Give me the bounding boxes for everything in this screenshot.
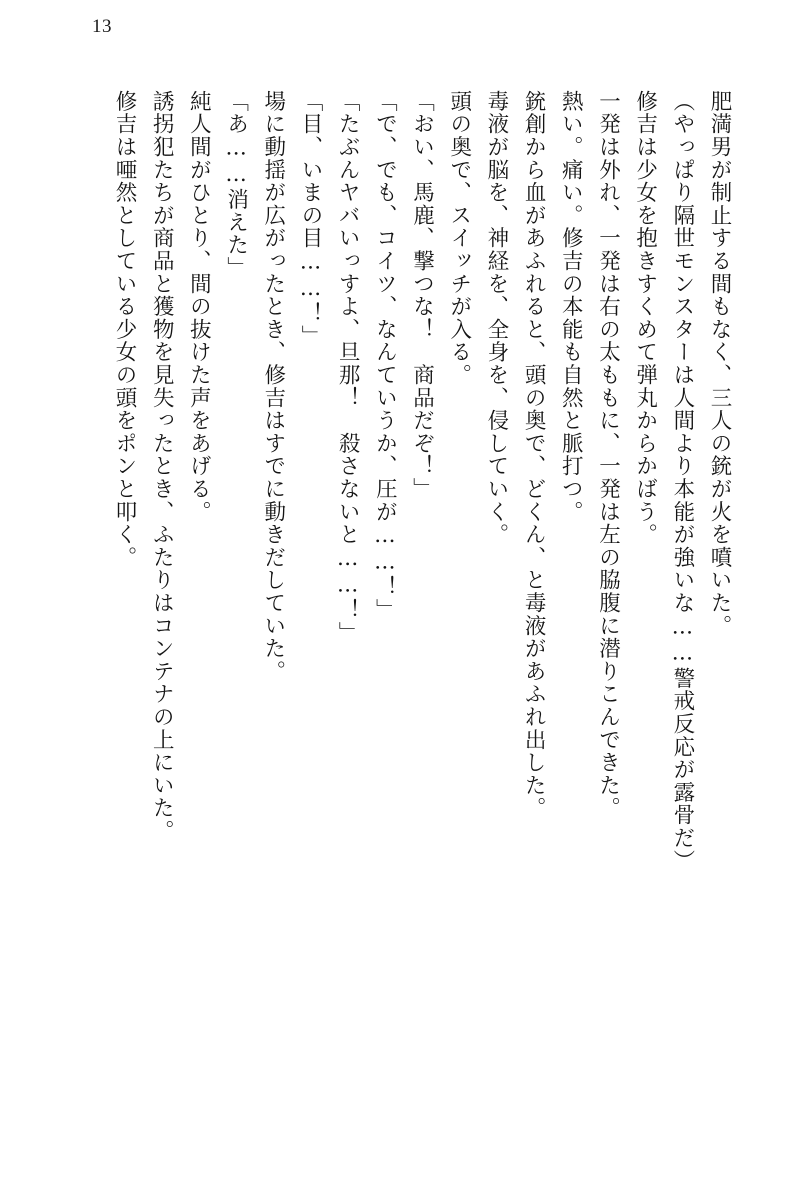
paragraph: 頭の奥で、スイッチが入る。 [446,90,472,387]
paragraph: 「目、いまの目……！」 [297,90,323,348]
paragraph: 「で、でも、コイツ、なんていうか、圧が……！」 [372,90,398,622]
paragraph: 誘拐犯たちが商品と獲物を見失ったとき、ふたりはコンテナの上にいた。 [149,90,175,843]
paragraph: 肥満男が制止する間もなく、三人の銃が火を噴いた。 [707,90,732,638]
paragraph: （やっぱり隔世モンスターは人間より本能が強いな……警戒反応が露骨だ） [669,90,695,873]
page-number: 13 [92,16,112,37]
paragraph: 修吉は唖然としている少女の頭をポンと叩く。 [112,90,137,569]
paragraph: 「たぶんヤバいっすよ、旦那！ 殺さないと……！」 [335,90,361,645]
paragraph: 修吉は少女を抱きすくめて弾丸からかばう。 [632,90,658,546]
paragraph: 「あ……消えた」 [223,90,249,280]
paragraph: 「おい、馬鹿、撃つな！ 商品だぞ！」 [409,90,435,501]
paragraph: 熱い。痛い。修吉の本能も自然と脈打つ。 [558,90,584,524]
paragraph: 場に動揺が広がったとき、修吉はすでに動きだしていた。 [260,90,286,683]
body-text [58,90,738,1100]
paragraph: 一発は外れ、一発は右の太ももに、一発は左の脇腹に潜りこんできた。 [595,90,621,820]
paragraph: 毒液が脳を、神経を、全身を、侵していく。 [483,90,509,546]
paragraph: 銃創から血があふれると、頭の奥で、どくん、と毒液があふれ出した。 [521,90,547,820]
paragraph: 純人間がひとり、間の抜けた声をあげる。 [186,90,212,524]
